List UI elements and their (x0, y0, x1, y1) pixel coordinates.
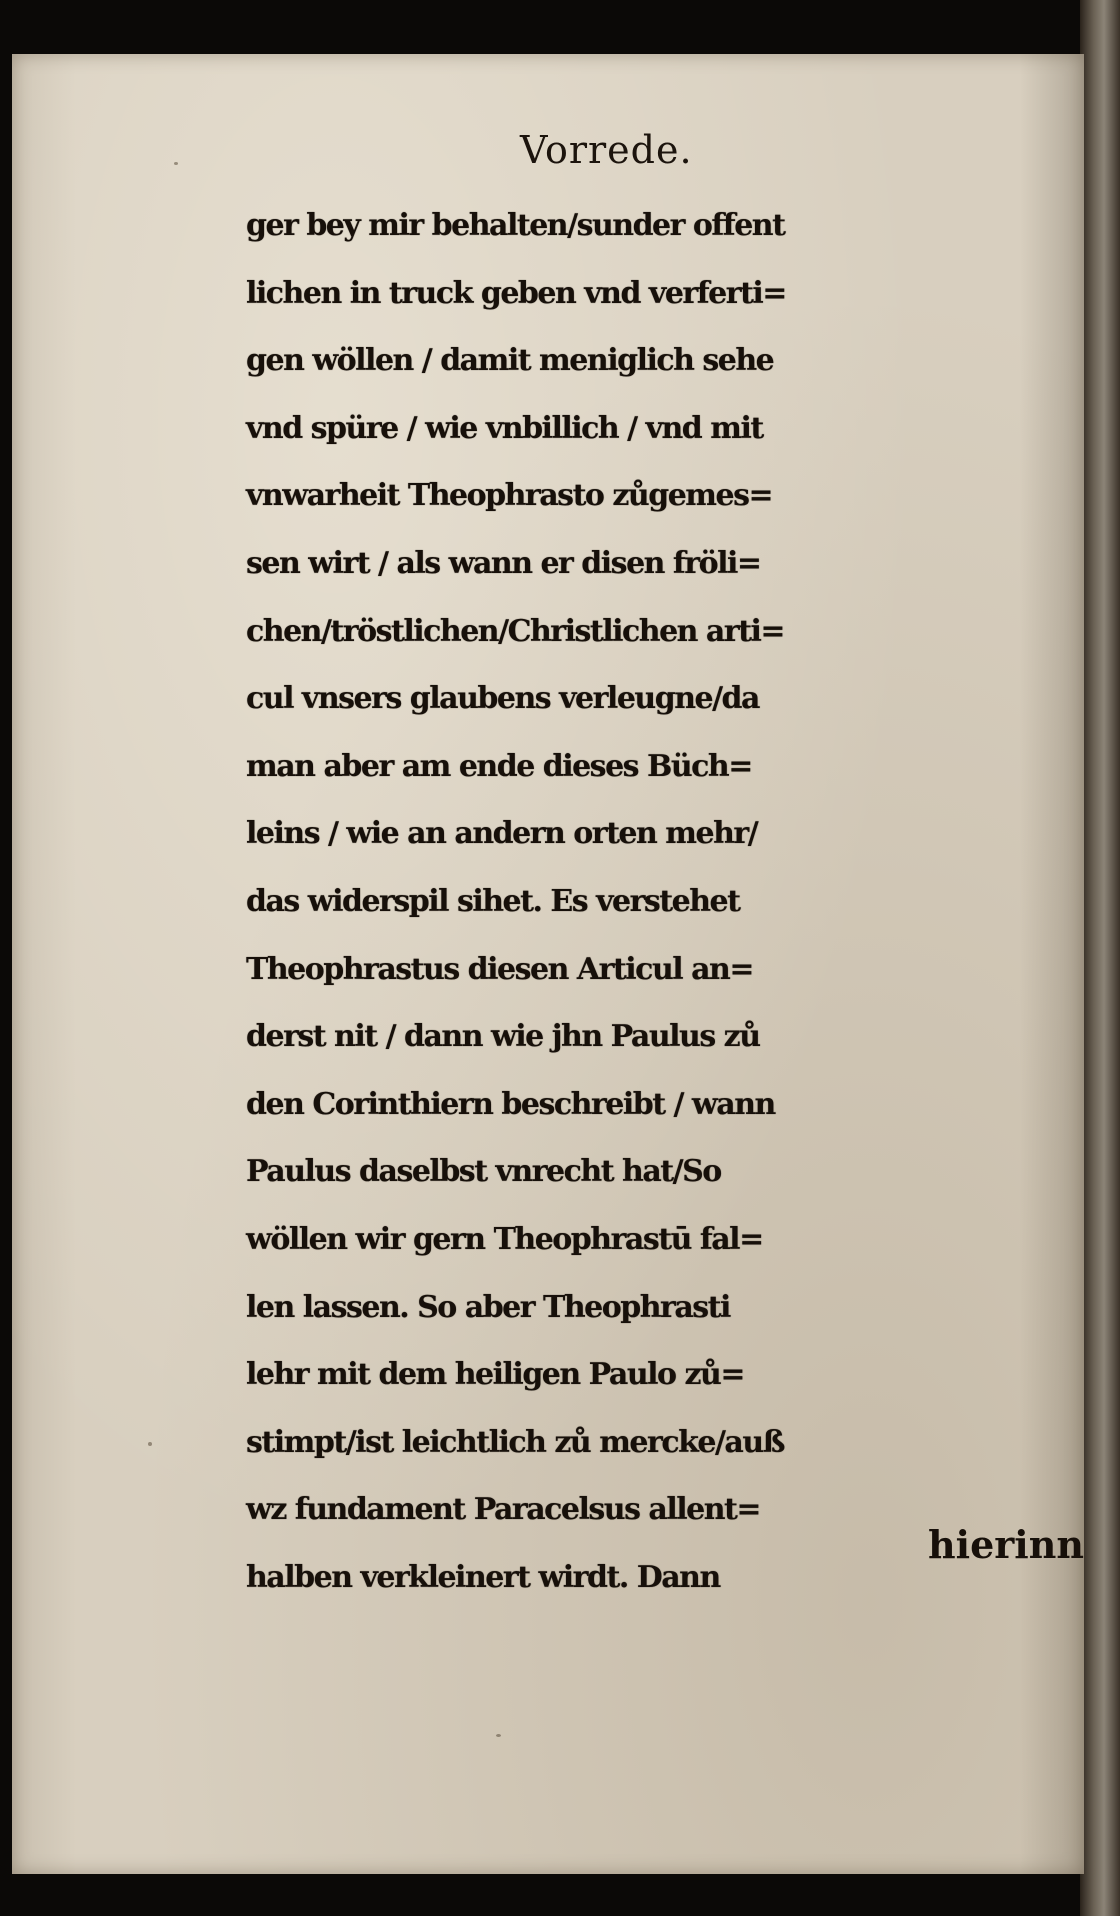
text-line: sen wirt / als wann er disen fröli= (246, 545, 761, 581)
running-head: Vorrede. (520, 128, 693, 172)
text-line: den Corinthiern beschreibt / wann (246, 1086, 775, 1122)
text-line: vnwarheit Theophrasto zůgemes= (246, 478, 773, 514)
text-line: wz fundament Paracelsus allent= (246, 1492, 761, 1528)
text-line: Paulus daselbst vnrecht hat/So (246, 1154, 721, 1190)
text-line: len lassen. So aber Theophrasti (246, 1289, 730, 1325)
text-line: halben verkleinert wirdt. Dann (246, 1559, 720, 1595)
text-line: chen/tröstlichen/Christlichen arti= (246, 613, 785, 649)
text-line: man aber am ende dieses Büch= (246, 748, 752, 784)
text-line: Theophrastus diesen Articul an= (246, 951, 753, 987)
book-spine-edge (1080, 0, 1120, 1916)
text-line: gen wöllen / damit meniglich sehe (246, 343, 774, 379)
text-line: stimpt/ist leichtlich zů mercke/auß (246, 1424, 784, 1460)
text-line: leins / wie an andern orten mehr/ (246, 816, 758, 852)
text-line: vnd spüre / wie vnbillich / vnd mit (246, 410, 763, 446)
paper-speck (148, 1442, 152, 1446)
paper-speck (496, 1734, 501, 1737)
text-line: derst nit / dann wie jhn Paulus zů (246, 1019, 760, 1055)
text-line: lichen in truck geben vnd verferti= (246, 275, 786, 311)
text-line: ger bey mir behalten/sunder offent (246, 208, 785, 243)
text-line: das widerspil sihet. Es verstehet (246, 883, 740, 919)
text-line: wöllen wir gern Theophrastū fal= (246, 1221, 763, 1257)
body-text (246, 192, 1084, 1611)
catchword: hierinn (928, 1522, 1084, 1567)
paper-speck (174, 162, 178, 165)
text-line: cul vnsers glaubens verleugne/da (246, 681, 759, 717)
text-line: lehr mit dem heiligen Paulo zů= (246, 1357, 744, 1393)
